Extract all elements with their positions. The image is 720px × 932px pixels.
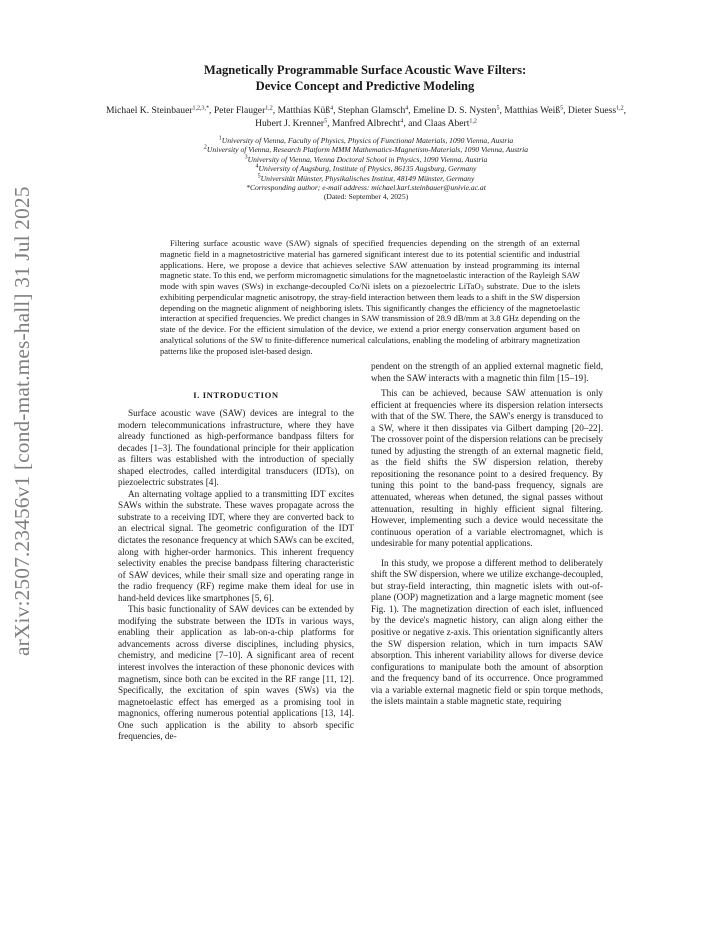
author-name: Emeline D. S. Nysten bbox=[413, 105, 497, 116]
affiliation-line bbox=[96, 164, 636, 173]
left-paragraph-1: Surface acoustic wave (SAW) devices are integral to the modern telecommunications infrastructure, where they have already functioned as high-performance bandpass filters for decades [1–3]. The foundational principle for their application as filters was established with the introduction of specially shaped electrodes, called interdigital transducers (IDTs), on piezoelectric substrates [4]. bbox=[118, 408, 354, 488]
affiliation-marker: 4 bbox=[255, 163, 259, 170]
author-affiliation-marker: 1,2 bbox=[469, 118, 477, 124]
author-separator: , bbox=[209, 105, 214, 116]
affiliation-list bbox=[96, 136, 636, 183]
author-affiliation-marker: 5 bbox=[324, 118, 328, 124]
left-paragraph-2: An alternating voltage applied to a transmitting IDT excites SAWs within the substrate. These waves propagate across the substrate to a receiving IDT, where they are converted back to an electrical signal. The geometric configuration of the IDT dictates the resonance frequency at which SAWs can be excited, along with higher-order harmonics. This inherent frequency selectivity enables the precise bandpass filtering characteristic of SAW devices, while their small size and operating range in the radio frequency (RF) regime make them ideal for use in hand-held devices like smartphones [5, 6]. bbox=[118, 488, 354, 603]
affiliation-marker: 1 bbox=[218, 135, 222, 142]
author-list bbox=[96, 105, 636, 130]
title-line-2: Device Concept and Predictive Modeling bbox=[255, 79, 475, 93]
affiliation-line bbox=[96, 145, 636, 154]
author-name: Claas Abert bbox=[424, 117, 470, 129]
abstract-text-after: substrate. Due to the islets exhibiting perpendicular magnetic anisotropy, the stray-field interaction between them leads to a shift in the SW dispersion depending on the magnetic alignment of neighboring islets. This significantly changes the efficiency of the magnetoelastic interaction at specified frequencies. We predict changes in SAW transmission of 28.9 dB/mm at 3.8 GHz depending on the state of the device. For the efficient simulation of the device, we extend a prior energy conservation argument based on analytical solutions of the SW to finite-difference numerical calculations, enabling the modeling of arbitrary magnetization patterns like the proposed islet-based design. bbox=[160, 281, 580, 356]
author-affiliation-marker: 5 bbox=[560, 105, 564, 112]
author-separator: , bbox=[499, 105, 505, 116]
affiliation-line bbox=[96, 174, 636, 183]
affiliation-block bbox=[96, 136, 636, 202]
left-paragraph-3: This basic functionality of SAW devices can be extended by modifying the substrate between the IDTs in various ways, enabling their application as lab-on-a-chip platforms for advancements across diverse disciplines, including physics, chemistry, and medicine [7–10]. A significant area of recent interest involves the interaction of these phononic devices with magnetism, since both can be excited in the RF range [11, 12]. Specifically, the excitation of spin waves (SWs) via the magnetoelastic effect has emerged as a promising tool in magnonics, offering numerous potential applications [13, 14]. One such application is the ability to absorb specific frequencies, de- bbox=[118, 604, 354, 742]
affiliation-text: University of Vienna, Vienna Doctoral School in Physics, 1090 Vienna, Austria bbox=[247, 154, 488, 164]
right-column bbox=[371, 361, 603, 708]
corresponding-author: *Corresponding author; e-mail address: michael.karl.steinbauer@univie.ac.at bbox=[246, 183, 486, 193]
affiliation-line bbox=[96, 136, 636, 145]
author-separator: , bbox=[272, 105, 278, 116]
right-paragraph-1: pendent on the strength of an applied external magnetic field, when the SAW interacts with a magnetic thin film [15–19]. bbox=[371, 361, 603, 383]
abstract-text-before: Filtering surface acoustic wave (SAW) signals of specified frequencies depending on the strength of an external magnetic field in a magnetostrictive material has garnered significant interest due to its potential scientific and industrial applications. Here, we propose a device that achieves selective SAW attenuation by instead programming its internal magnetic state. To this end, we perform micromagnetic simulations for the magnetoelastic interaction of the Rayleigh SAW mode with spin waves (SWs) in exchange-decoupled Co/Ni islets on a piezoelectric LiTaO bbox=[160, 238, 580, 291]
author-affiliation-marker: 4 bbox=[330, 105, 334, 112]
paper-title bbox=[110, 62, 620, 94]
affiliation-marker: 3 bbox=[244, 154, 248, 161]
affiliation-marker: 2 bbox=[203, 144, 207, 151]
author-affiliation-marker: 1,2 bbox=[616, 105, 624, 112]
author-affiliation-marker: 4 bbox=[405, 105, 409, 112]
right-paragraph-2: This can be achieved, because SAW attenuation is only efficient at frequencies where its dispersion relation intersects with that of the SW. There, the SAW's energy is transduced to a SW, where it then dissipates via Gilbert damping [20–22]. The crossover point of the dispersion relations can be precisely tuned by adjusting the strength of an external magnetic field, as the field shifts the SW dispersion relation, thereby repositioning the resonance point to a desired frequency. By tuning this point to the band-pass frequency, signals are attenuated, whereas when detuned, the signal passes without attenuation, resulting in highly efficient signal filtering. However, implementing such a device would necessitate the continuous operation of a variable electromagnet, which is undesirable for many potential applications. bbox=[371, 388, 603, 549]
author-separator: , bbox=[333, 105, 338, 116]
author-separator: , and bbox=[403, 117, 425, 129]
title-line-1: Magnetically Programmable Surface Acoustic Wave Filters: bbox=[203, 63, 527, 77]
author-name: Stephan Glamsch bbox=[337, 105, 406, 116]
author-name: Manfred Albrecht bbox=[331, 117, 401, 129]
author-name: Hubert J. Krenner bbox=[255, 117, 325, 129]
author-affiliation-marker: 4 bbox=[400, 118, 404, 124]
affiliation-text: University of Vienna, Research Platform MMM Mathematics-Magnetism-Materials, 1090 Vienna, Austria bbox=[206, 145, 529, 155]
author-name: Peter Flauger bbox=[213, 105, 266, 116]
abstract-subscript: 3 bbox=[480, 286, 484, 293]
abstract bbox=[160, 238, 580, 356]
date-line: (Dated: September 4, 2025) bbox=[323, 192, 409, 202]
affiliation-text: Universität Münster, Physikalisches Institut, 48149 Münster, Germany bbox=[260, 173, 475, 183]
author-separator: , bbox=[327, 117, 332, 129]
author-name: Michael K. Steinbauer bbox=[105, 105, 193, 116]
author-separator: , bbox=[563, 105, 568, 116]
abstract-text bbox=[160, 238, 580, 356]
affiliation-text: University of Augsburg, Institute of Physics, 86135 Augsburg, Germany bbox=[258, 164, 477, 174]
author-affiliation-marker: 1,2,3,* bbox=[192, 105, 210, 112]
right-paragraph-3: In this study, we propose a different method to deliberately shift the SW dispersion, where we utilize exchange-decoupled, but stray-field interacting, thin magnetic islets with out-of-plane (OOP) magnetization and a large magnetic moment (see Fig. 1). The magnetization direction of each islet, influenced by the device's magnetic history, can align along either the positive or negative z-axis. This orientation significantly alters the SW dispersion relation, which in turn impacts SAW absorption. This inherent variability allows for diverse device configurations to manipulate both the amount of absorption and the frequency band of its occurrence. Once programmed via a variable external magnetic field or spin torque methods, the islets maintain a stable magnetic state, requiring bbox=[371, 557, 603, 707]
author-affiliation-marker: 1,2 bbox=[265, 105, 273, 112]
author-name: Matthias Küß bbox=[277, 105, 331, 116]
author-name: Dieter Suess bbox=[567, 105, 617, 116]
author-affiliation-marker: 5 bbox=[496, 105, 500, 112]
affiliation-marker: 5 bbox=[257, 173, 261, 180]
author-name: Matthias Weiß bbox=[504, 105, 561, 116]
affiliation-line bbox=[96, 155, 636, 164]
author-separator: , bbox=[408, 105, 414, 116]
section-heading-introduction: I. INTRODUCTION bbox=[193, 390, 279, 400]
arxiv-identifier: arXiv:2507.23456v1 [cond-mat.mes-hall] 31 Jul 2025 bbox=[10, 186, 34, 656]
left-column bbox=[118, 408, 354, 743]
affiliation-text: University of Vienna, Faculty of Physics, Physics of Functional Materials, 1090 Vienna, Austria bbox=[221, 136, 514, 145]
author-separator: , bbox=[623, 105, 627, 116]
